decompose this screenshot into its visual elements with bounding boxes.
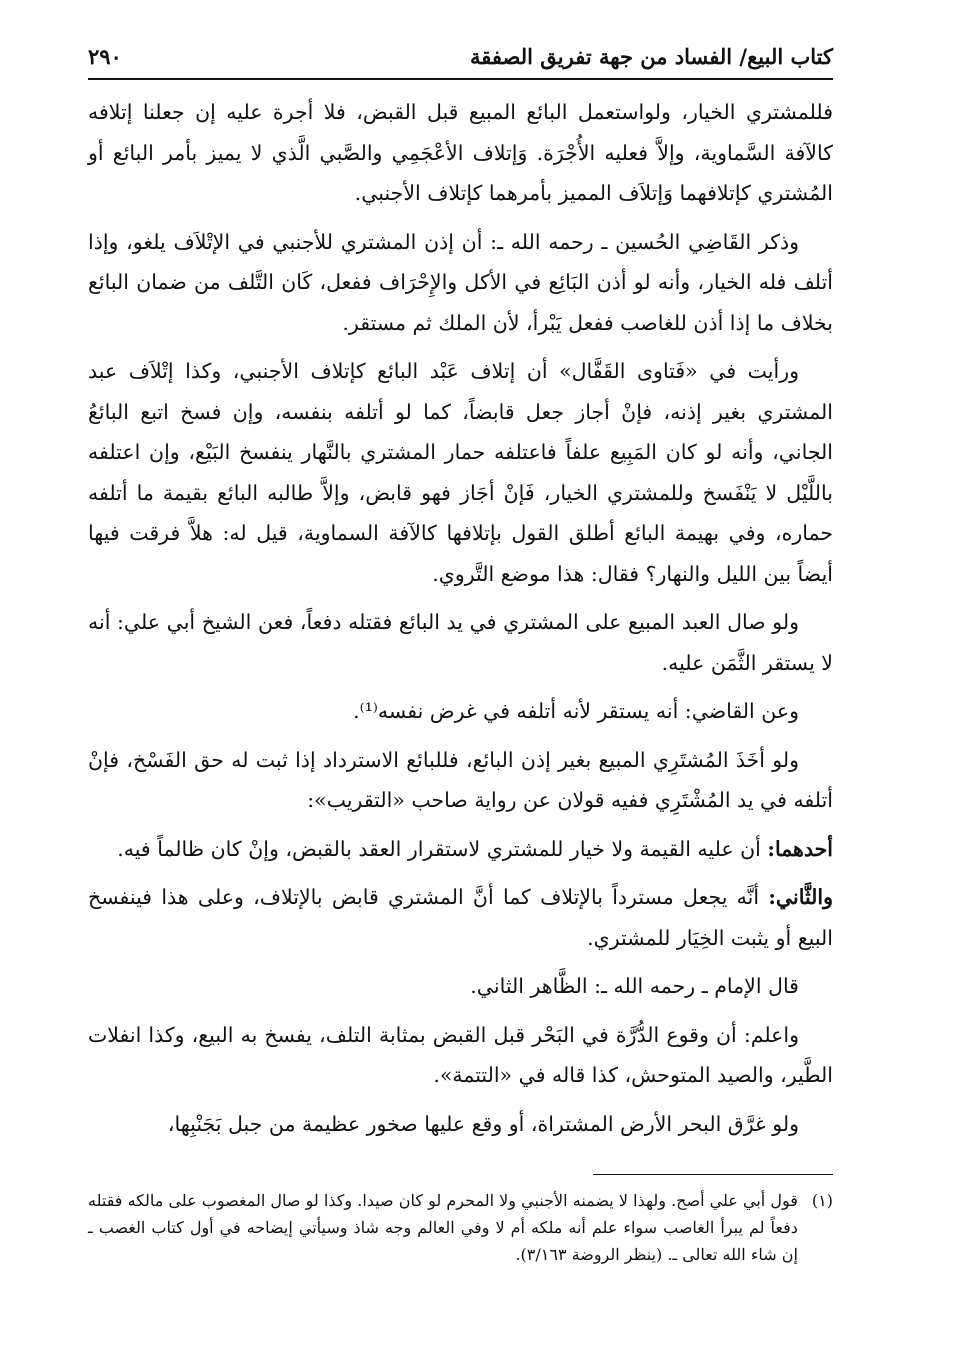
- paragraph-text: ولو غرَّق البحر الأرض المشتراة، أو وقع عليها صخور عظيمة من جبل بَجَنْبِها،: [167, 1111, 799, 1136]
- paragraph-text: أن عليه القيمة ولا خيار للمشتري لاستقرار العقد بالقبض، وإنْ كان ظالماً فيه.: [117, 836, 768, 861]
- paragraph-6: [88, 740, 833, 821]
- paragraph-text: وذكر القَاضِي الحُسين ـ رحمه الله ـ: أن إذن المشتري للأجنبي في الإتْلاَف يلغو، وإذا أتلف فله الخيار، وأنه لو أذن البَائِع في الأكل والإِحْرَاف ففعل، كَان التَّلف من ضمان البائع بخلاف ما إذا أذن للغاصب ففعل يَبْرأ، لأن الملك ثم مستقر.: [88, 229, 833, 335]
- book-page: [88, 38, 833, 1328]
- paragraph-8: [88, 877, 833, 958]
- paragraph-text: قال الإمام ـ رحمه الله ـ: الظَّاهر الثاني.: [470, 974, 799, 998]
- paragraph-1: [88, 92, 833, 214]
- footnote: [88, 1187, 833, 1268]
- paragraph-11: [88, 1104, 833, 1145]
- paragraph-text: واعلم: أن وقوع الدُّرَّة في البَحْر قبل القبض بمثابة التلف، يفسخ به البيع، وكذا انفلات الطَّير، والصيد المتوحش، كذا قاله في «التتمة».: [88, 1022, 833, 1087]
- paragraph-4: [88, 602, 833, 683]
- paragraph-text: ولو أخَذَ المُشتَرِي المبيع بغير إذن البائع، فللبائع الاسترداد إذا ثبت له حق الفَسْخ، فإنْ أتلفه في يد المُشْتَرِي ففيه قولان عن رواية صاحب «التقريب»:: [88, 747, 833, 812]
- paragraph-3: [88, 351, 833, 594]
- paragraph-9: [88, 966, 833, 1007]
- paragraph-5: [88, 691, 833, 732]
- footnote-divider: [593, 1174, 833, 1175]
- paragraph-text: ورأيت في «فَتاوى القَفَّال» أن إتلاف عَبْد البائع كإتلاف الأجنبي، وكذا إتْلاَف عبد المشتري بغير إذنه، فإنْ أجاز جعل قابضاً، كما لو أتلفه بنفسه، وإن فسخ اتبع البائعُ الجاني، وأنه لو كان المَبِيع علفاً فاعتلفه حمار المشتري بالنَّهار ينفسخ البَيْع، وإن اعتلفه باللَّيْل لا يَنْفَسخ وللمشتري الخيار، فَإنْ أجَاز فهو قابض، وإلاَّ طالبه البائع بقيمة ما أتلفه حماره، وفي بهيمة البائع أطلق القول بإتلافها كالآفة السماوية، قيل له: هلاَّ فرقت فيها أيضاً بين الليل والنهار؟ فقال: هذا موضع التَّروي.: [88, 359, 833, 586]
- paragraph-text: وعن القاضي: أنه يستقر لأنه أتلفه في غرض نفسه⁽¹⁾.: [353, 699, 799, 723]
- page-number: ٢٩٠: [88, 44, 122, 69]
- running-title: كتاب البيع/ الفساد من جهة تفريق الصفقة: [470, 44, 833, 69]
- paragraph-text: فللمشتري الخيار، ولواستعمل البائع المبيع قبل القبض، فلا أجرة عليه إن جعلنا إتلافه كالآفة السَّماوية، وإلاَّ فعليه الأُجْرَة. وَإتلاف الأعْجَمِي والصَّبي الَّذي لا يميز بأمر البائع أو المُشتري كإتلافهما وَإتلاَف المميز بأمرهما كإتلاف الأجنبي.: [88, 100, 833, 205]
- paragraph-text: أنَّه يجعل مسترداً بالإتلاف كما أنَّ المشتري قابض بالإتلاف، وعلى هذا فينفسخ البيع أو يثبت الخِيَار للمشتري.: [88, 885, 833, 950]
- footnote-number: (١): [811, 1191, 833, 1210]
- page-header: [88, 38, 833, 80]
- footnote-text: قول أبي علي أصح. ولهذا لا يضمنه الأجنبي ولا المحرم لو كان صيدا. وكذا لو صال المغصوب على مالكه فقتله دفعاً لم يبرأ الغاصب سواء علم أنه ملكه أم لا وفي العالم وجه شاذ وسيأتي إيضاحه في أول كتاب الغصب ـ إن شاء الله تعالى ـ. (ينظر الروضة ٣/١٦٣).: [88, 1191, 798, 1264]
- paragraph-2: [88, 222, 833, 344]
- paragraph-lead: والثَّاني:: [768, 885, 833, 909]
- paragraph-text: ولو صال العبد المبيع على المشتري في يد البائع فقتله دفعاً، فعن الشيخ أبي علي: أنه لا يستقر الثَّمَن عليه.: [88, 610, 833, 675]
- paragraph-10: [88, 1015, 833, 1096]
- page-body: [88, 92, 833, 1144]
- paragraph-7: [88, 829, 833, 870]
- paragraph-lead: أحدهما:: [767, 836, 833, 861]
